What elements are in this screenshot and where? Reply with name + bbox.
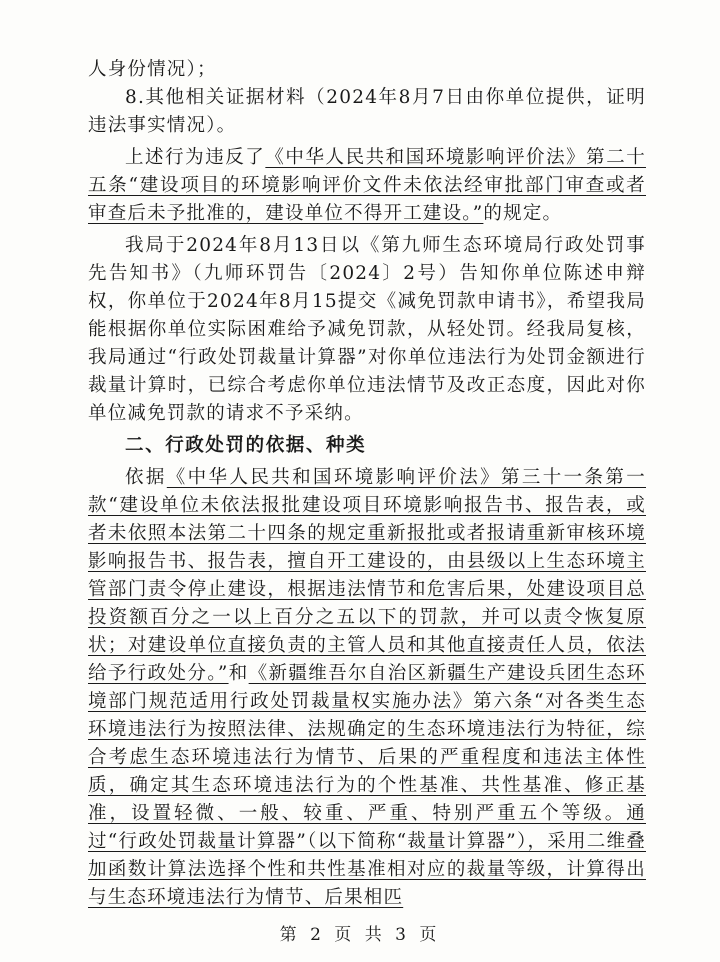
page-number: 第 2 页 共 3 页 <box>279 925 441 945</box>
law-citation-article-31: 《中华人民共和国环境影响评价法》第三十一条第一款“建设单位未依法报批建设项目环境影响报告书、报告表，或者未依照本法第二十四条的规定重新报批或者报请重新审核环境影响报告书、报告表，擅自开工建设的，由县级以上生态环境主管部门责令停止建设，根据违法情节和危害后果，处建设项目总投资额百分之一以上百分之五以下的罚款，并可以责令恢复原状；对建设单位直接负责的主管人员和其他直接责任人员，依法给予行政处分。” <box>88 467 646 684</box>
law-citation-article-25: 《中华人民共和国环境影响评价法》第二十五条“建设项目的环境影响评价文件未依法经审批部门审查或者审查后未予批准的，建设单位不得开工建设。” <box>88 147 646 224</box>
document-body <box>88 56 646 912</box>
paragraph-violation <box>88 144 646 228</box>
paragraph-legal-basis <box>88 464 646 912</box>
paragraph-notice-review: 我局于2024年8月13日以《第九师生态环境局行政处罚事先告知书》（九师环罚告〔2024〕2号）告知你单位陈述申辩权，你单位于2024年8月15提交《减免罚款申请书》，希望我局能根据你单位实际困难给予减免罚款，从轻处罚。经我局复核，我局通过“行政处罚裁量计算器”对你单位违法行为处罚金额进行裁量计算时，已综合考虑你单位违法情节及改正态度，因此对你单位减免罚款的请求不予采纳。 <box>88 235 646 424</box>
section-heading-basis: 二、行政处罚的依据、种类 <box>125 435 367 456</box>
paragraph-evidence-item-8: 8.其他相关证据材料（2024年8月7日由你单位提供，证明违法事实情况）。 <box>88 87 646 136</box>
violation-closing-text: 的规定。 <box>483 203 563 224</box>
basis-intro-text: 依据 <box>125 467 167 488</box>
basis-conjunction-text: 和 <box>228 663 249 684</box>
paragraph-identity-info: 人身份情况）； <box>88 59 217 80</box>
regulation-citation-article-6: 《新疆维吾尔自治区新疆生产建设兵团生态环境部门规范适用行政处罚裁量权实施办法》第六条“对各类生态环境违法行为按照法律、法规确定的生态环境违法行为特征，综合考虑生态环境违法行为情节、后果的严重程度和违法主体性质，确定其生态环境违法行为的个性基准、共性基准、修正基准，设置轻微、一般、较重、严重、特别严重五个等级。通过“行政处罚裁量计算器”（以下简称“裁量计算器”），采用二维叠加函数计算法选择个性和共性基准相对应的裁量等级，计算得出与生态环境违法行为情节、后果相匹 <box>88 663 646 908</box>
violation-intro-text: 上述行为违反了 <box>125 147 266 168</box>
